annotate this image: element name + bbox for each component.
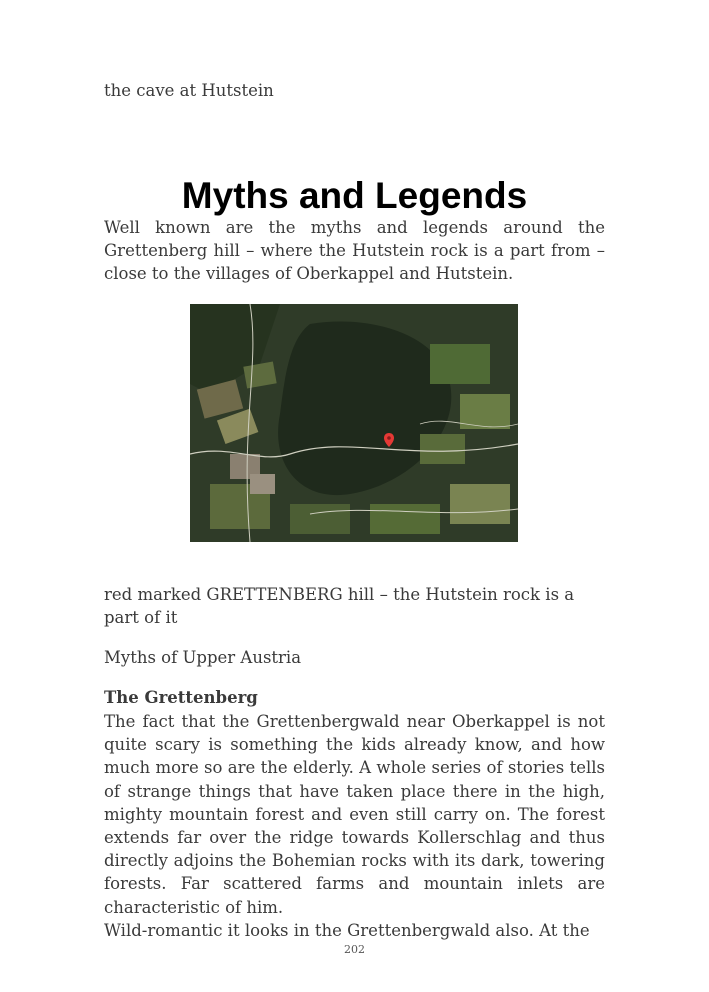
map-caption: red marked GRETTENBERG hill – the Hutstein rock is a part of it	[104, 585, 575, 628]
body-paragraph: The fact that the Grettenbergwald near Oberkappel is not quite scary is something the kids already know, and how much more so are the elderly. A whole series of stories tells of strange things that have taken place there in the high, mighty mountain forest and even still carry on. The forest extends far over the ridge towards Kollerschlag and thus directly adjoins the Bohemian rocks with its dark, towering forests. Far scattered farms and mountain inlets are characteristic of him.	[104, 712, 605, 917]
intro-paragraph: Well known are the myths and legends around the Grettenberg hill – where the Hutstein rock is a part from – close to the villages of Oberkappel and Hutstein.	[104, 218, 605, 284]
body-text	[104, 710, 605, 942]
source-line: Myths of Upper Austria	[104, 648, 302, 667]
page-title: Myths and Legends	[181, 174, 528, 216]
satellite-map-image	[190, 304, 518, 542]
map-pin-icon	[384, 433, 394, 447]
section-title: The Grettenberg	[104, 688, 258, 707]
body-paragraph: Wild-romantic it looks in the Grettenbergwald also. At the	[104, 920, 590, 940]
image-caption-top: the cave at Hutstein	[104, 81, 274, 100]
page-number: 202	[344, 943, 365, 956]
